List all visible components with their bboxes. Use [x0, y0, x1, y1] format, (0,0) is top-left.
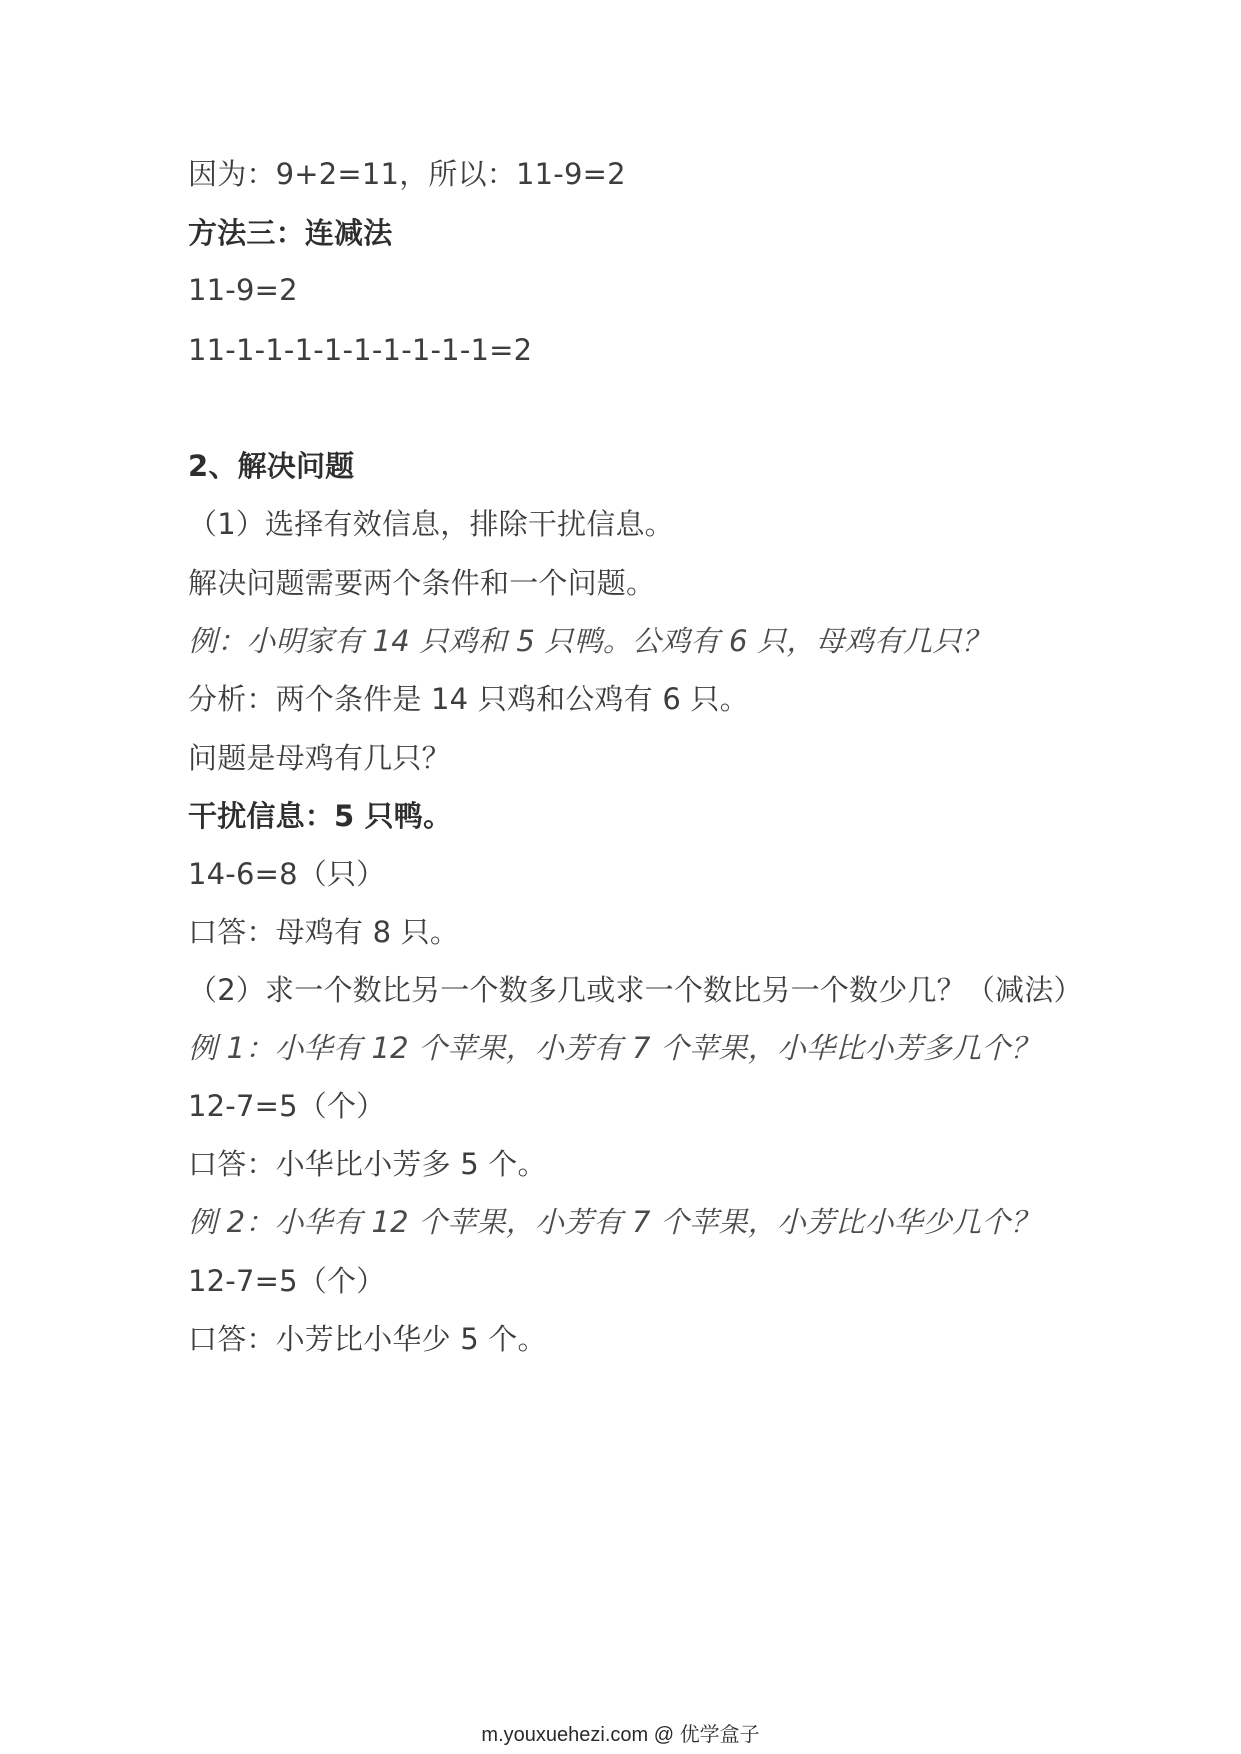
subsection-1-title: （1）选择有效信息，排除干扰信息。	[188, 507, 674, 541]
line-answer-example-2: 口答：小芳比小华少 5 个。	[188, 1322, 547, 1356]
line-analysis: 分析：两个条件是 14 只鸡和公鸡有 6 只。	[188, 682, 749, 716]
line-question: 问题是母鸡有几只？	[188, 741, 451, 775]
example-chickens: 例：小明家有 14 只鸡和 5 只鸭。公鸡有 6 只，母鸡有几只？	[188, 624, 991, 658]
line-calc-example-1: 12-7=5（个）	[188, 1089, 386, 1123]
example-2-apples: 例 2：小华有 12 个苹果，小芳有 7 个苹果，小芳比小华少几个？	[188, 1205, 1040, 1239]
line-calc-chickens: 14-6=8（只）	[188, 857, 386, 891]
line-chain-subtraction: 11-1-1-1-1-1-1-1-1-1=2	[188, 333, 533, 367]
line-conditions: 解决问题需要两个条件和一个问题。	[188, 566, 656, 600]
line-answer-example-1: 口答：小华比小芳多 5 个。	[188, 1147, 547, 1181]
section-heading-solve-problems: 2、解决问题	[188, 449, 355, 483]
line-calc-example-2: 12-7=5（个）	[188, 1264, 386, 1298]
line-answer-chickens: 口答：母鸡有 8 只。	[188, 915, 460, 949]
footer-watermark: m.youxuehezi.com @ 优学盒子	[481, 1724, 760, 1746]
example-1-apples: 例 1：小华有 12 个苹果，小芳有 7 个苹果，小华比小芳多几个？	[188, 1031, 1040, 1065]
subsection-2-title: （2）求一个数比另一个数多几或求一个数比另一个数少几？（减法）	[188, 973, 1083, 1007]
heading-method-three: 方法三：连减法	[188, 216, 393, 250]
line-because: 因为：9+2=11，所以：11-9=2	[188, 157, 626, 191]
line-distractor: 干扰信息：5 只鸭。	[188, 799, 453, 833]
line-equation: 11-9=2	[188, 273, 298, 307]
